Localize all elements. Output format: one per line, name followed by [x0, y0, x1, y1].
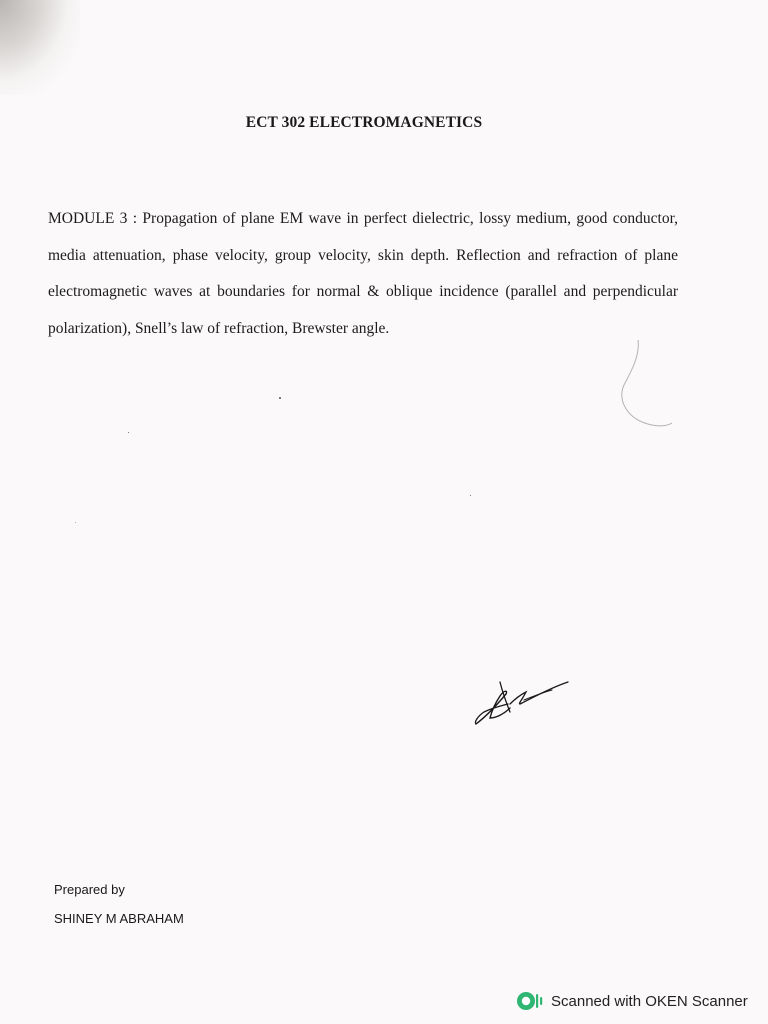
scan-speck [470, 495, 471, 496]
scan-speck [128, 432, 129, 433]
scan-corner-shadow [0, 0, 80, 95]
scanner-watermark [516, 988, 748, 1014]
document-title: ECT 302 ELECTROMAGNETICS [245, 114, 483, 131]
author-name: SHINEY M ABRAHAM [54, 911, 184, 926]
signature [470, 672, 575, 732]
module-description: MODULE 3 : Propagation of plane EM wave in perfect dielectric, lossy medium, good conductor, media attenuation, phase velocity, group velocity, skin depth. Reflection and refraction of plane electromagnetic waves at boundaries for normal & oblique incidence (parallel and perpendicular polarization), Snell’s law of refraction, Brewster angle. [48, 210, 678, 337]
scan-speck [75, 522, 76, 523]
prepared-by-label: Prepared by [54, 882, 125, 897]
oken-scanner-logo-icon [516, 989, 544, 1013]
pencil-mark [612, 335, 682, 435]
scanner-label: Scanned with OKEN Scanner [551, 992, 748, 1010]
scan-speck [279, 397, 281, 399]
